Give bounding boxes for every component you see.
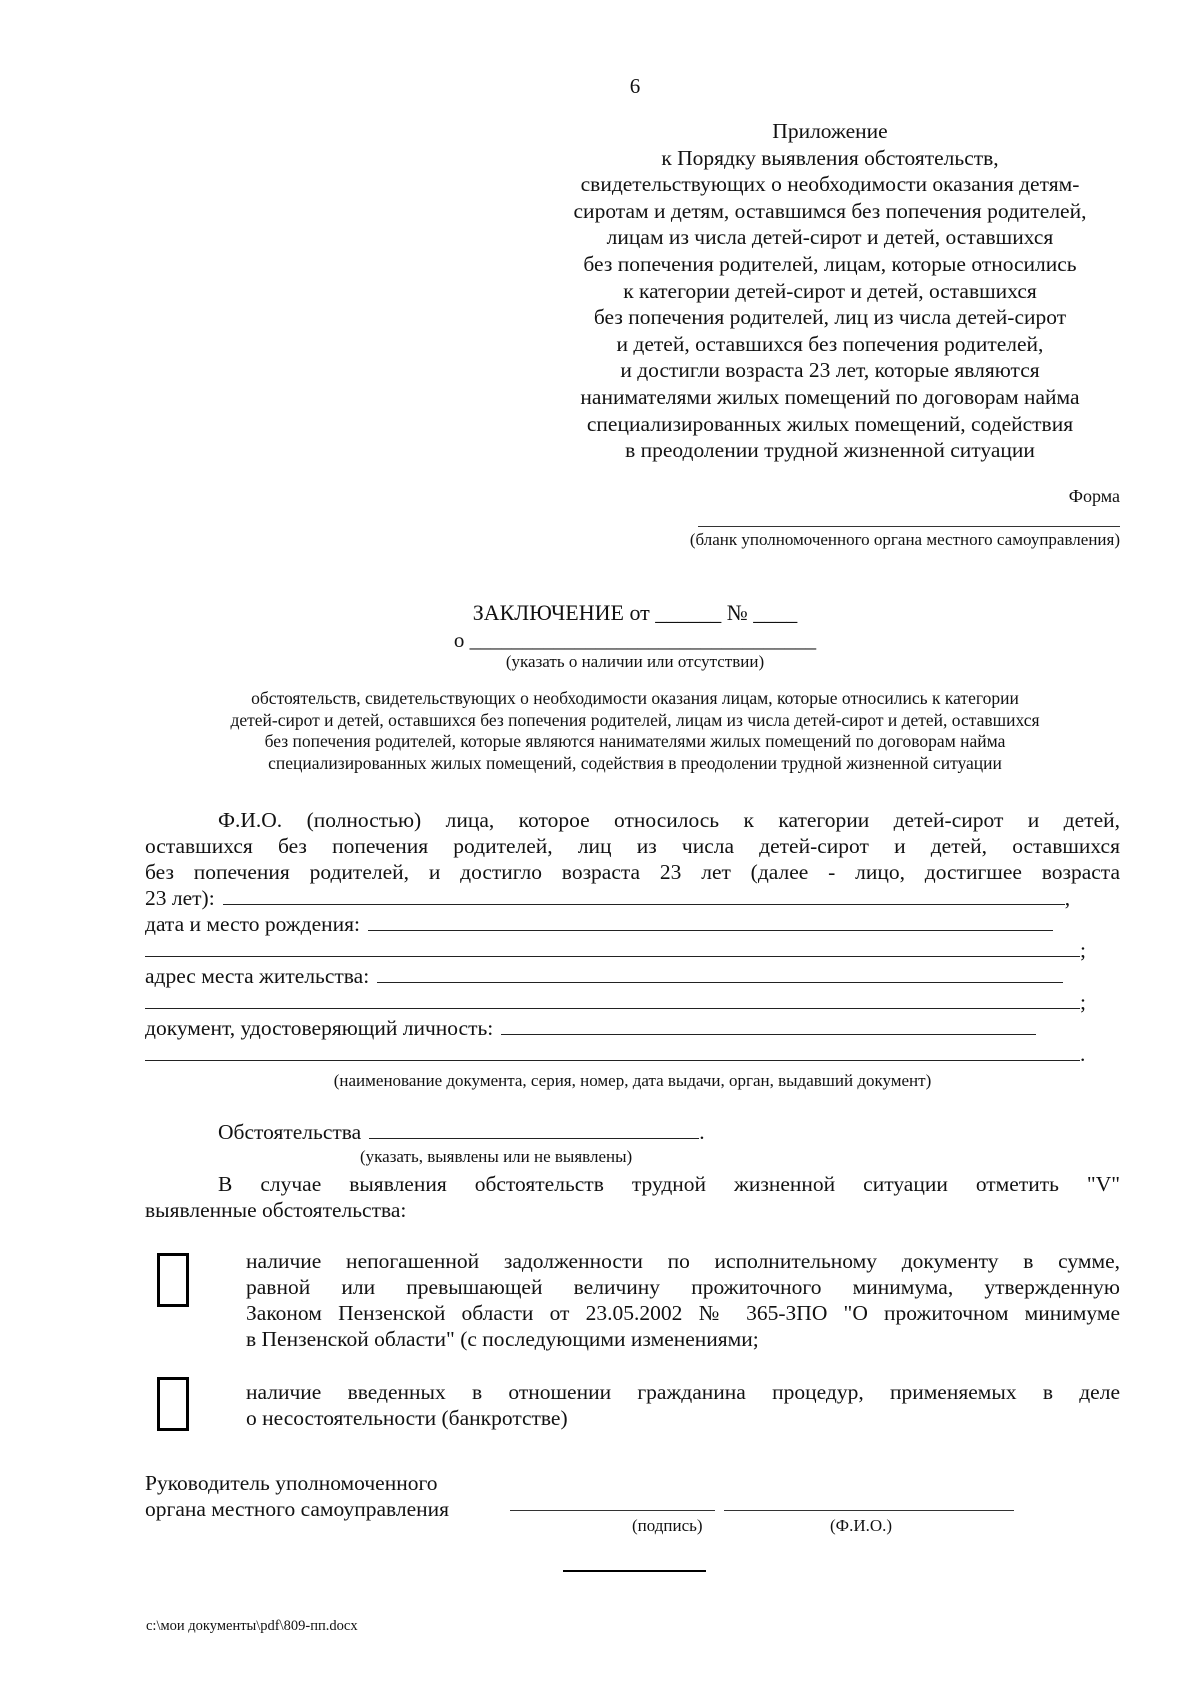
full-name-underline[interactable] xyxy=(223,888,1065,905)
id-document-underline[interactable] xyxy=(501,1018,1036,1035)
subject-line: без попечения родителей, которые являются нанимателями жилых помещений по договорам найма xyxy=(264,731,1006,752)
birth-underline[interactable] xyxy=(368,914,1053,931)
id-document-caption: (наименование документа, серия, номер, дата выдачи, орган, выдавший документ) xyxy=(333,1071,932,1090)
line-end: , xyxy=(1064,886,1071,910)
page-number: 6 xyxy=(629,74,641,98)
appendix-heading xyxy=(530,118,1130,464)
conclusion-about-field: о _________________________________ xyxy=(453,628,817,652)
address-underline[interactable] xyxy=(145,992,1080,1009)
signer-line: Руководитель уполномоченного xyxy=(145,1471,438,1495)
birth-label: дата и место рождения: xyxy=(145,912,361,936)
full-name-signature-field[interactable] xyxy=(724,1510,1014,1511)
person-intro-line: оставшихся без попечения родителей, лиц из числа детей-сирот и детей, оставшихся xyxy=(145,834,1120,858)
debt-checkbox[interactable] xyxy=(157,1253,189,1307)
birth-field[interactable] xyxy=(145,912,1053,937)
signer-line: органа местного самоуправления xyxy=(145,1497,450,1521)
checklist-line: наличие непогашенной задолженности по исполнительному документу в сумме, xyxy=(246,1249,1120,1273)
conclusion-title: ЗАКЛЮЧЕНИЕ от ______ № ____ xyxy=(472,600,798,625)
blank-caption: (бланк уполномоченного органа местного самоуправления) xyxy=(689,530,1120,549)
circumstances-field[interactable] xyxy=(218,1120,705,1145)
checklist-line: наличие введенных в отношении гражданина процедур, применяемых в деле xyxy=(246,1380,1120,1404)
end-divider xyxy=(563,1570,706,1572)
instruction-line: выявленные обстоятельства: xyxy=(145,1198,407,1222)
checklist-line: в Пензенской области" (с последующими изменениями; xyxy=(246,1327,759,1351)
id-document-underline[interactable] xyxy=(145,1044,1080,1061)
bankruptcy-checkbox[interactable] xyxy=(157,1377,189,1431)
line-end: . xyxy=(699,1120,705,1144)
appendix-line: сиротам и детям, оставшимся без попечения родителей, xyxy=(573,198,1087,223)
person-intro-line: без попечения родителей, и достигло возраста 23 лет (далее - лицо, достигшее возраста xyxy=(145,860,1120,884)
circumstances-label: Обстоятельства xyxy=(218,1120,362,1144)
birth-underline[interactable] xyxy=(145,940,1080,957)
address-field[interactable] xyxy=(145,964,1063,989)
appendix-line: свидетельствующих о необходимости оказания детям- xyxy=(580,172,1080,197)
age-label: 23 лет): xyxy=(145,886,215,910)
subject-line: детей-сирот и детей, оставшихся без попечения родителей, лицам из числа детей-сирот и детей, оставшихся xyxy=(230,709,1040,730)
subject-line: обстоятельств, свидетельствующих о необходимости оказания лицам, которые относились к категории xyxy=(251,688,1019,708)
appendix-line: специализированных жилых помещений, содействия xyxy=(586,411,1074,436)
person-intro-line: Ф.И.О. (полностью) лица, которое относилось к категории детей-сирот и детей, xyxy=(218,808,1120,832)
blank-underline xyxy=(698,526,1120,527)
id-document-field-continued[interactable] xyxy=(145,1042,1085,1067)
address-field-continued[interactable] xyxy=(145,990,1086,1015)
appendix-line: и детей, оставшихся без попечения родителей, xyxy=(616,331,1044,356)
id-document-field[interactable] xyxy=(145,1016,1036,1041)
indicate-caption: (указать о наличии или отсутствии) xyxy=(505,652,765,671)
appendix-line: лицам из числа детей-сирот и детей, оставшихся xyxy=(606,225,1054,250)
form-label: Форма xyxy=(1068,486,1120,506)
signature-caption: (подпись) xyxy=(632,1516,703,1535)
signature-field[interactable] xyxy=(510,1510,715,1511)
name-caption: (Ф.И.О.) xyxy=(830,1516,893,1535)
address-underline[interactable] xyxy=(377,966,1063,983)
conclusion-subject xyxy=(140,688,1130,775)
id-document-label: документ, удостоверяющий личность: xyxy=(145,1016,494,1040)
line-end: ; xyxy=(1080,990,1086,1014)
file-path: c:\мои документы\pdf\809-пп.docx xyxy=(146,1618,358,1634)
appendix-line: и достигли возраста 23 лет, которые являются xyxy=(620,358,1040,383)
line-end: . xyxy=(1080,1042,1086,1066)
instruction-line: В случае выявления обстоятельств трудной жизненной ситуации отметить "V" xyxy=(218,1172,1120,1196)
signer-title xyxy=(145,1470,449,1522)
appendix-line: без попечения родителей, лиц из числа детей-сирот xyxy=(593,305,1067,330)
appendix-line: к категории детей-сирот и детей, оставшихся xyxy=(623,278,1037,303)
bankruptcy-item-text xyxy=(246,1379,1120,1431)
appendix-line: Приложение xyxy=(772,119,888,143)
appendix-line: нанимателями жилых помещений по договорам найма xyxy=(580,384,1080,409)
circumstances-underline[interactable] xyxy=(369,1122,699,1139)
checklist-line: о несостоятельности (банкротстве) xyxy=(246,1406,568,1430)
checklist-line: Законом Пензенской области от 23.05.2002 № 365-ЗПО "О прожиточном минимуме xyxy=(246,1301,1120,1325)
address-label: адрес места жительства: xyxy=(145,964,370,988)
appendix-line: в преодолении трудной жизненной ситуации xyxy=(625,438,1035,463)
checklist-line: равной или превышающей величину прожиточного минимума, утвержденную xyxy=(246,1275,1120,1299)
appendix-line: без попечения родителей, лицам, которые относились xyxy=(583,251,1077,276)
appendix-line: к Порядку выявления обстоятельств, xyxy=(661,145,999,170)
line-end: ; xyxy=(1080,938,1086,962)
circumstances-caption: (указать, выявлены или не выявлены) xyxy=(360,1147,633,1166)
birth-field-continued[interactable] xyxy=(145,938,1086,963)
full-name-field[interactable] xyxy=(145,886,1070,911)
debt-item-text xyxy=(246,1248,1120,1352)
subject-line: специализированных жилых помещений, содействия в преодолении трудной жизненной ситуации xyxy=(268,753,1002,774)
